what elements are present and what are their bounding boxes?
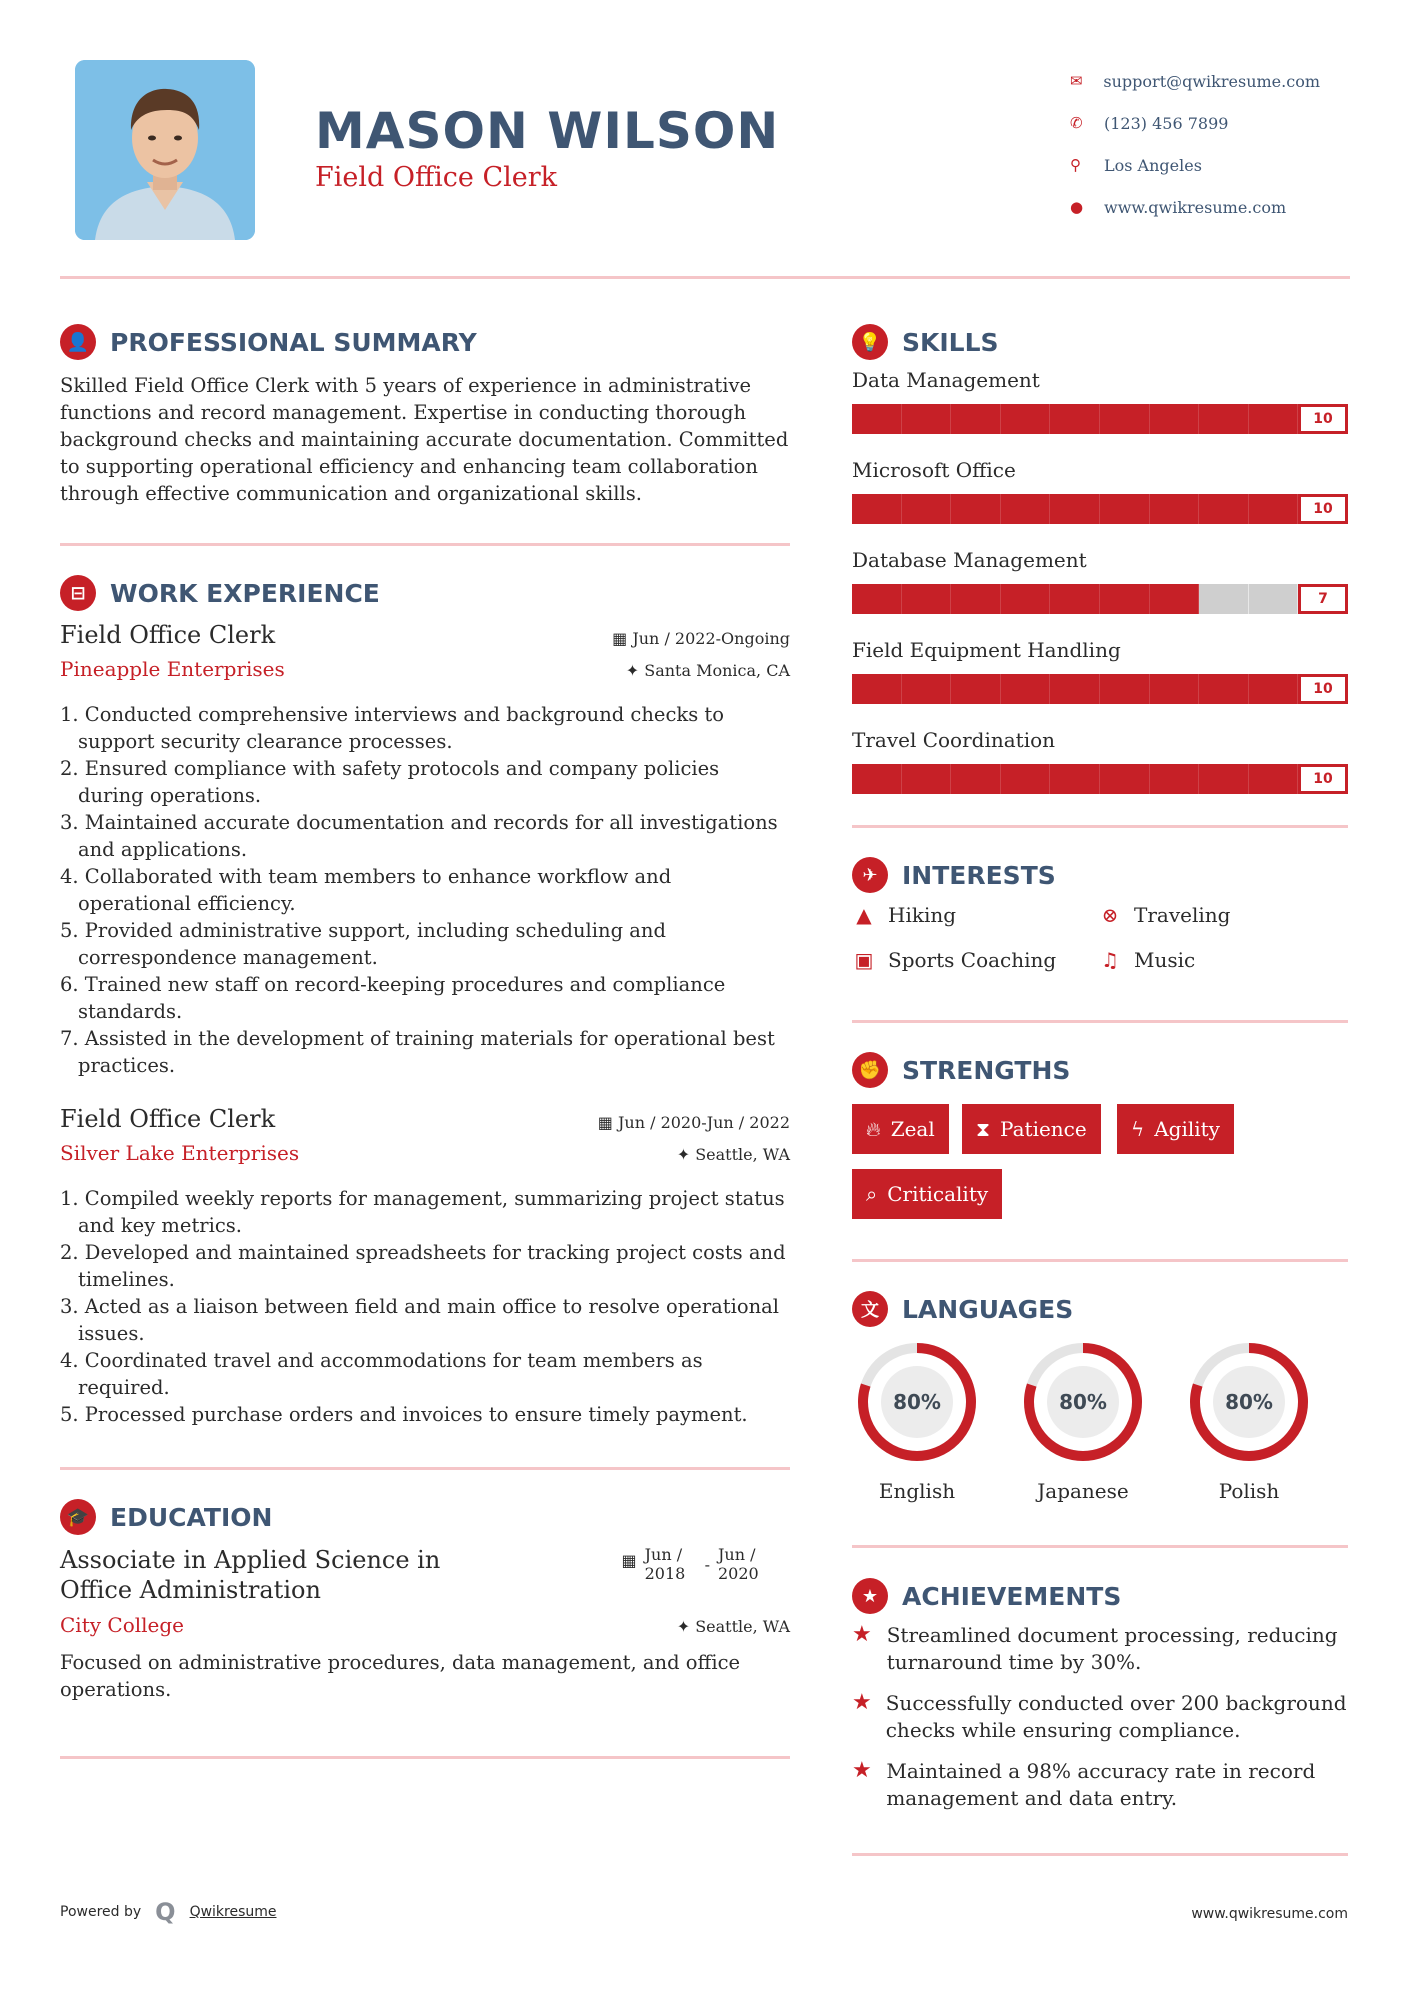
- skill-bar-segment: [1001, 674, 1051, 704]
- interest-item: ▲ Hiking: [852, 903, 956, 927]
- skill-bar-segment: [1050, 674, 1100, 704]
- skill-bar-segment: [852, 674, 902, 704]
- list-item: 1. Compiled weekly reports for management, summarizing project status and key metrics.: [60, 1187, 785, 1237]
- candidate-name: MASON WILSON: [315, 102, 780, 160]
- paper-plane-icon: ✈: [852, 857, 888, 893]
- skill-name: Database Management: [852, 548, 1087, 572]
- interest-item: ▣ Sports Coaching: [852, 948, 1056, 972]
- skill-bar-segment: [1150, 764, 1200, 794]
- strength-tag: 🔥︎ Zeal: [852, 1104, 949, 1154]
- skill-bar-segment: [951, 404, 1001, 434]
- language-item: [1018, 1337, 1148, 1503]
- skill-item: [852, 728, 1348, 794]
- skill-bar-segment: [1249, 764, 1299, 794]
- contact-phone[interactable]: ✆ (123) 456 7899: [1070, 113, 1229, 133]
- skill-item: [852, 638, 1348, 704]
- header-divider: [60, 276, 1350, 279]
- skill-bar: [852, 674, 1348, 704]
- job-date: ▦ Jun / 2020-Jun / 2022: [597, 1113, 790, 1132]
- contact-list: [1070, 60, 1320, 228]
- list-item: 2. Developed and maintained spreadsheets for tracking project costs and timelines.: [60, 1241, 786, 1291]
- interest-item: ♫ Music: [1098, 948, 1195, 972]
- user-icon: 👤: [60, 324, 96, 360]
- skill-item: [852, 368, 1348, 434]
- job-bullets: [60, 1185, 790, 1428]
- graduate-icon: 🎓: [60, 1499, 96, 1535]
- job-location: ✦ Santa Monica, CA: [625, 661, 790, 680]
- resume-header: [60, 60, 1350, 240]
- language-ring: [1184, 1337, 1314, 1467]
- summary-section: [60, 324, 790, 507]
- achievement-item: ★ Maintained a 98% accuracy rate in record management and data entry.: [852, 1758, 1316, 1810]
- job-location: ✦ Seattle, WA: [676, 1145, 790, 1164]
- strengths-heading: STRENGTHS: [902, 1055, 1071, 1085]
- list-item: 1. Conducted comprehensive interviews and background checks to support security clearance processes.: [60, 703, 724, 753]
- footer-branding: [60, 1898, 277, 1926]
- skill-bar-segment: [1249, 674, 1299, 704]
- hourglass-icon: ⧗: [976, 1117, 991, 1141]
- languages-section: [852, 1291, 1348, 1511]
- calendar-icon: ▦: [612, 629, 633, 648]
- binoculars-icon: ⊗: [1101, 903, 1119, 927]
- skill-bar-segment: [1100, 584, 1150, 614]
- skills-heading: SKILLS: [902, 327, 999, 357]
- summary-divider: [60, 543, 790, 546]
- candidate-title: Field Office Clerk: [315, 162, 558, 193]
- skill-bar-segment: [1001, 494, 1051, 524]
- language-name: Polish: [1218, 1479, 1280, 1503]
- skill-bar-segment: [902, 764, 952, 794]
- contact-email[interactable]: ✉ support@qwikresume.com: [1070, 71, 1320, 91]
- education-date: ▦ Jun / 2018 - Jun / 2020: [621, 1545, 759, 1583]
- skill-bar-segment: [951, 494, 1001, 524]
- education-divider: [60, 1756, 790, 1759]
- strength-tag: ϟ Agility: [1117, 1104, 1234, 1154]
- skills-list: [852, 368, 1348, 794]
- skill-bar-segment: [1100, 764, 1150, 794]
- job-title: Field Office Clerk: [60, 1105, 276, 1133]
- pin-icon: ✦: [676, 1145, 696, 1164]
- skill-score: 10: [1298, 764, 1348, 794]
- star-icon: ★: [852, 1690, 872, 1715]
- skill-bar-segment: [1150, 494, 1200, 524]
- skill-score: 10: [1298, 674, 1348, 704]
- job-entry: [60, 1105, 790, 1428]
- skill-score: 10: [1298, 494, 1348, 524]
- skill-bar-segment: [1150, 404, 1200, 434]
- skill-bar-segment: [902, 494, 952, 524]
- powered-by-label: Powered by: [60, 1904, 142, 1920]
- skill-bar-segment: [1050, 494, 1100, 524]
- skill-bar-segment: [1001, 764, 1051, 794]
- summary-text: Skilled Field Office Clerk with 5 years of experience in administrative functions and record management. Expertise in conducting thorough background checks and maintaining accurate documentation. Committed to supporting operational efficiency and enhancing team collaboration through effective communication and organizational skills.: [60, 374, 789, 505]
- job-company: Silver Lake Enterprises: [60, 1141, 300, 1165]
- school-location: ✦ Seattle, WA: [676, 1617, 790, 1636]
- languages-divider: [852, 1545, 1348, 1548]
- skill-item: [852, 548, 1348, 614]
- skill-bar: [852, 764, 1348, 794]
- skill-bar-segment: [951, 764, 1001, 794]
- skill-bar-segment: [1249, 404, 1299, 434]
- star-icon: ★: [852, 1758, 872, 1783]
- strength-tag: ⌕ Criticality: [852, 1169, 1002, 1219]
- translate-icon: 文: [852, 1291, 888, 1327]
- skills-section: [852, 324, 1348, 818]
- footer-website[interactable]: www.qwikresume.com: [1191, 1906, 1348, 1922]
- language-percent: 80%: [893, 1390, 941, 1414]
- skill-bar-segment: [1100, 494, 1150, 524]
- skill-bar-segment: [1050, 404, 1100, 434]
- contact-location: ⚲ Los Angeles: [1070, 155, 1202, 175]
- list-item: 4. Collaborated with team members to enhance workflow and operational efficiency.: [60, 865, 672, 915]
- list-item: 2. Ensured compliance with safety protocols and company policies during operations.: [60, 757, 720, 807]
- phone-icon: ✆: [1070, 114, 1083, 132]
- job-entry: [60, 621, 790, 1079]
- skill-name: Data Management: [852, 368, 1040, 392]
- list-item: 4. Coordinated travel and accommodations for team members as required.: [60, 1349, 703, 1399]
- strengths-section: [852, 1052, 1348, 1222]
- skill-bar-segment: [852, 764, 902, 794]
- interests-section: [852, 857, 1348, 997]
- suitcase-icon: ▣: [854, 948, 874, 972]
- lightbulb-icon: 💡: [852, 324, 888, 360]
- pin-icon: ✦: [676, 1617, 696, 1636]
- degree-title: Associate in Applied Science in Office Administration: [60, 1546, 441, 1604]
- experience-section: [60, 575, 790, 1428]
- interests-heading: INTERESTS: [902, 860, 1056, 890]
- skill-bar-segment: [1249, 584, 1299, 614]
- list-item: 3. Maintained accurate documentation and records for all investigations and applications.: [60, 811, 778, 861]
- experience-heading: WORK EXPERIENCE: [110, 578, 380, 608]
- list-item: 7. Assisted in the development of training materials for operational best practices.: [60, 1027, 775, 1077]
- education-description: Focused on administrative procedures, data management, and office operations.: [60, 1651, 741, 1701]
- skill-bar-segment: [1001, 404, 1051, 434]
- calendar-icon: ▦: [621, 1551, 637, 1570]
- skill-bar-segment: [902, 584, 952, 614]
- language-name: Japanese: [1037, 1479, 1129, 1503]
- job-company: Pineapple Enterprises: [60, 657, 285, 681]
- music-icon: ♫: [1101, 948, 1119, 972]
- achievements-heading: ACHIEVEMENTS: [902, 1581, 1122, 1611]
- qwikresume-link[interactable]: Qwikresume: [189, 1904, 277, 1920]
- contact-website[interactable]: ● www.qwikresume.com: [1070, 197, 1287, 217]
- school-name: City College: [60, 1613, 185, 1637]
- office-chair-icon: ⊟: [60, 575, 96, 611]
- education-heading: EDUCATION: [110, 1502, 273, 1532]
- achievements-divider: [852, 1853, 1348, 1856]
- profile-photo: [75, 60, 255, 240]
- skill-bar-segment: [1199, 764, 1249, 794]
- skill-bar-segment: [902, 404, 952, 434]
- language-item: [1184, 1337, 1314, 1503]
- skill-bar-segment: [1150, 674, 1200, 704]
- language-ring: [1018, 1337, 1148, 1467]
- experience-divider: [60, 1467, 790, 1470]
- job-title: Field Office Clerk: [60, 621, 276, 649]
- language-ring: [852, 1337, 982, 1467]
- skill-bar: [852, 584, 1348, 614]
- calendar-icon: ▦: [597, 1113, 618, 1132]
- star-icon: ★: [852, 1622, 872, 1647]
- skill-bar-segment: [1100, 674, 1150, 704]
- skill-score: 10: [1298, 404, 1348, 434]
- language-item: [852, 1337, 982, 1503]
- job-bullets: [60, 701, 790, 1079]
- summary-heading: PROFESSIONAL SUMMARY: [110, 327, 477, 357]
- skill-bar-segment: [1199, 404, 1249, 434]
- skill-bar-segment: [852, 494, 902, 524]
- bolt-icon: ϟ: [1131, 1117, 1145, 1141]
- skill-score: 7: [1298, 584, 1348, 614]
- skill-name: Field Equipment Handling: [852, 638, 1121, 662]
- skill-bar-segment: [1100, 404, 1150, 434]
- skill-bar-segment: [852, 584, 902, 614]
- skill-bar-segment: [1150, 584, 1200, 614]
- list-item: 6. Trained new staff on record-keeping procedures and compliance standards.: [60, 973, 726, 1023]
- skill-name: Microsoft Office: [852, 458, 1016, 482]
- globe-icon: ●: [1070, 198, 1084, 216]
- skill-bar-segment: [852, 404, 902, 434]
- languages-heading: LANGUAGES: [902, 1294, 1074, 1324]
- list-item: 3. Acted as a liaison between field and main office to resolve operational issues.: [60, 1295, 779, 1345]
- map-pin-icon: ⚲: [1070, 156, 1081, 174]
- language-percent: 80%: [1225, 1390, 1273, 1414]
- fire-icon: 🔥︎: [866, 1117, 881, 1141]
- tree-icon: ▲: [856, 903, 872, 927]
- interests-divider: [852, 1020, 1348, 1023]
- skill-bar-segment: [951, 584, 1001, 614]
- list-item: 5. Provided administrative support, including scheduling and correspondence management.: [60, 919, 666, 969]
- pin-icon: ✦: [625, 661, 645, 680]
- skill-bar-segment: [1199, 584, 1249, 614]
- fist-icon: ✊: [852, 1052, 888, 1088]
- award-icon: ★: [852, 1578, 888, 1614]
- skill-bar-segment: [1249, 494, 1299, 524]
- list-item: 5. Processed purchase orders and invoices to ensure timely payment.: [60, 1403, 748, 1426]
- achievement-item: ★ Streamlined document processing, reducing turnaround time by 30%.: [852, 1622, 1338, 1674]
- skill-item: [852, 458, 1348, 524]
- skill-bar-segment: [902, 674, 952, 704]
- strengths-divider: [852, 1259, 1348, 1262]
- skill-bar-segment: [1050, 584, 1100, 614]
- skill-bar-segment: [951, 674, 1001, 704]
- strength-tag: ⧗ Patience: [962, 1104, 1101, 1154]
- skill-bar-segment: [1050, 764, 1100, 794]
- skill-bar: [852, 494, 1348, 524]
- education-section: [60, 1499, 790, 1703]
- skill-bar: [852, 404, 1348, 434]
- language-name: English: [878, 1479, 956, 1503]
- interest-item: ⊗ Traveling: [1098, 903, 1230, 927]
- qwikresume-logo-icon: Q: [155, 1898, 176, 1926]
- job-date: ▦ Jun / 2022-Ongoing: [612, 629, 790, 648]
- skill-bar-segment: [1001, 584, 1051, 614]
- skills-divider: [852, 825, 1348, 828]
- search-icon: ⌕: [866, 1182, 878, 1206]
- skill-bar-segment: [1199, 674, 1249, 704]
- achievement-item: ★ Successfully conducted over 200 background checks while ensuring compliance.: [852, 1690, 1347, 1742]
- skill-bar-segment: [1199, 494, 1249, 524]
- language-percent: 80%: [1059, 1390, 1107, 1414]
- skill-name: Travel Coordination: [852, 728, 1056, 752]
- envelope-icon: ✉: [1070, 72, 1083, 90]
- achievements-section: [852, 1578, 1348, 1818]
